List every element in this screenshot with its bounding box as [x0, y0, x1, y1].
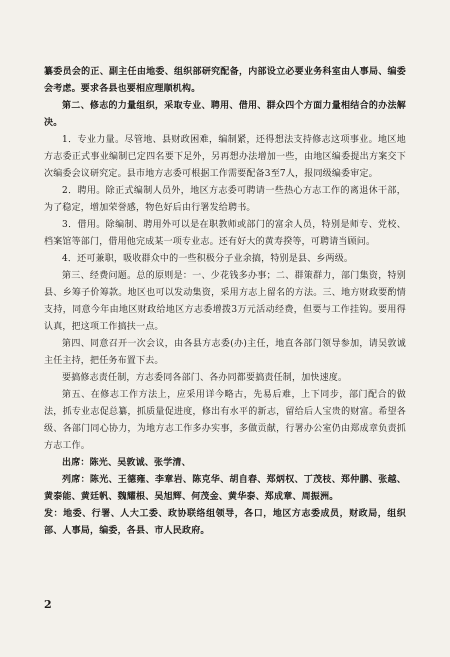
- paragraph-part-time: 4．还可兼职，吸收群众中的一些积极分子业余搞，特别是县、乡两级。: [62, 254, 354, 264]
- page-number: 2: [44, 598, 52, 611]
- document-body: [44, 64, 406, 540]
- distribution-line: 发：地委、行署、人大工委、政协联络组领导，各口，地区方志委成员，财政局，组织部、人事局，编委，各县、市人民政府。: [44, 509, 406, 536]
- paragraph-section-two: 第二、修志的力量组织，采取专业、聘用、借用、群众四个方面力量相结合的办法解决。: [44, 101, 406, 128]
- paragraph-borrowing: 3．借用。除编制、聘用外可以是在职教师或部门的富余人员，特别是师专、党校、档案馆等部门，借用他完成某一项专业志。还有好大的黄寿揆等，可聘请当顾问。: [44, 220, 406, 247]
- paragraph-professional-staff: 1．专业力量。尽管地、县财政困难，编制紧，还得想法支持修志这项事业。地区地方志委正式事业编制已定四名要下足外，另再想办法增加一些，由地区编委提出方案交下次编委会议研究定。县市地方志委可根据工作需要配备3至7人，报同级编委审定。: [44, 135, 406, 179]
- paragraph-section-three-funding: 第三、经费问题。总的原则是：一、少花钱多办事；二、群策群力，部门集资，特别县、乡筹子价筹款。地区也可以发动集资，采用方志上留名的方法。三、地方财政要酌情支持，同意今年由地区财政给地区方志委增拨3万元活动经费，但要与工作挂钩。要用得认真，把这项工作搞扶一点。: [44, 271, 406, 332]
- paragraph-hiring: 2．聘用。除正式编制人员外，地区方志委可聘请一些热心方志工作的离退休干部，为了稳定，增加荣誉感，物色好后由行署发给聘书。: [44, 186, 406, 213]
- paragraph-continuation: 纂委员会的正、副主任由地委、组织部研究配备，内部设立必要业务科室由人事局、编委会考虑。要求各县也要相应理顺机构。: [44, 67, 406, 94]
- paragraph-section-four-meeting: 第四、同意召开一次会议，由各县方志委(办)主任，地直各部门领导参加，请吴敦诚主任主持，把任务布置下去。: [44, 339, 406, 366]
- paragraph-responsibility-system: 要搞修志责任制，方志委同各部门、各办同都要搞责任制，加快速度。: [62, 373, 348, 383]
- paragraph-section-five-methods: 第五、在修志工作方法上，应采用详今略古，先易后难，上下同步，部门配合的做法，抓专业志促总纂，抓质量促进度，修出有水平的新志，留给后人宝贵的财富。希望各级、各部门同心协力，为地方志工作多办实事，多做贡献，行署办公室仍由郑成章负责抓方志工作。: [44, 390, 406, 451]
- observers-line: 列席：陈光、王德雍、李章岩、陈克华、胡自春、郑炳权、丁茂枝、郑仲鹏、张越、黄泰能、黄廷帆、魏耀根、吴旭辉、何茂金、黄华泰、郑成章、周振洲。: [44, 475, 406, 502]
- attendees-line: 出席：陈光、吴敦诚、张学清、: [62, 458, 191, 468]
